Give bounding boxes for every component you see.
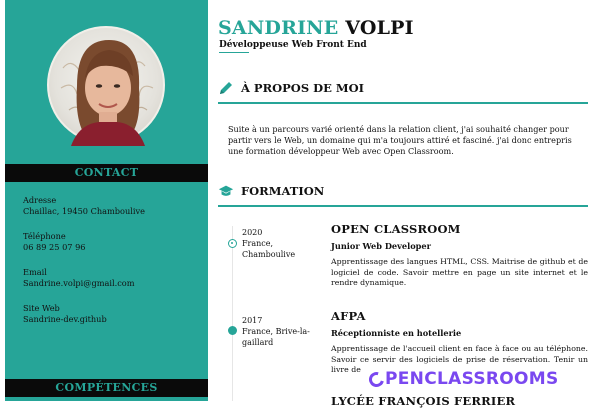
formation-title: FORMATION <box>241 184 325 198</box>
timeline-dot <box>228 239 237 248</box>
contact-value: Chaillac, 19450 Chamboulive <box>23 206 145 216</box>
next-school-name: LYCÉE FRANÇOIS FERRIER <box>331 394 516 408</box>
contact-value[interactable]: Sandrine-dev.github <box>23 314 107 324</box>
about-heading <box>218 78 364 98</box>
job-title: Développeuse Web Front End <box>219 40 367 50</box>
full-name <box>218 17 414 39</box>
contact-phone <box>23 231 203 253</box>
role-description: Apprentissage de l'accueil client en face à face ou au téléphone. Savoir ce servir des logiciels de prise de réservation. Tenir un livre de <box>331 344 588 374</box>
openclassrooms-logo-icon <box>366 369 386 389</box>
timeline-meta <box>242 315 318 348</box>
about-rule <box>218 102 588 104</box>
profile-photo <box>47 26 165 144</box>
contact-address <box>23 195 203 217</box>
pencil-icon <box>218 80 234 96</box>
job-title-underline <box>219 52 249 53</box>
logo-text: PENCLASSROOMS <box>385 369 559 389</box>
role-description: Apprentissage des langues HTML, CSS. Maitrise de github et de logiciel de code. Savoir mettre en page un site internet et le rendre dynamique. <box>331 257 588 287</box>
formation-heading <box>218 181 324 201</box>
timeline-line <box>232 226 233 401</box>
about-text: Suite à un parcours varié orienté dans la relation client, j'ai souhaité changer pour partir vers le Web, un domaine qui m'a toujours attiré et fasciné. j'ai donc entrepris une formation développeur Web avec Open Classroom. <box>228 124 572 156</box>
skills-heading: COMPÉTENCES <box>5 379 208 397</box>
contact-value[interactable]: Sandrine.volpi@gmail.com <box>23 278 135 288</box>
contact-label: Site Web <box>23 303 60 313</box>
timeline-dot <box>228 326 237 335</box>
main-content <box>218 0 598 408</box>
timeline-entry <box>331 309 588 376</box>
role-title: Réceptionniste en hotellerie <box>331 328 462 338</box>
contact-email <box>23 267 203 289</box>
timeline-place: France, Chamboulive <box>242 239 296 259</box>
about-title: À PROPOS DE MOI <box>241 81 364 95</box>
contact-label: Email <box>23 267 47 277</box>
timeline-year: 2020 <box>242 228 263 237</box>
sidebar <box>5 0 208 401</box>
contact-heading: CONTACT <box>5 164 208 182</box>
timeline-place: France, Brive-la-gaillard <box>242 327 310 347</box>
school-name: AFPA <box>331 309 366 323</box>
first-name: SANDRINE <box>218 17 339 39</box>
timeline-entry <box>331 222 588 289</box>
graduation-cap-icon <box>218 183 234 199</box>
formation-rule <box>218 205 588 207</box>
contact-list <box>23 195 203 339</box>
contact-value: 06 89 25 07 96 <box>23 242 86 252</box>
role-title: Junior Web Developer <box>331 241 431 251</box>
last-name: VOLPI <box>345 17 414 39</box>
contact-label: Téléphone <box>23 231 66 241</box>
school-name: OPEN CLASSROOM <box>331 222 461 236</box>
timeline-meta <box>242 227 318 260</box>
contact-website <box>23 303 203 325</box>
timeline-year: 2017 <box>242 316 263 325</box>
openclassrooms-logo <box>366 368 562 390</box>
contact-label: Adresse <box>23 195 57 205</box>
